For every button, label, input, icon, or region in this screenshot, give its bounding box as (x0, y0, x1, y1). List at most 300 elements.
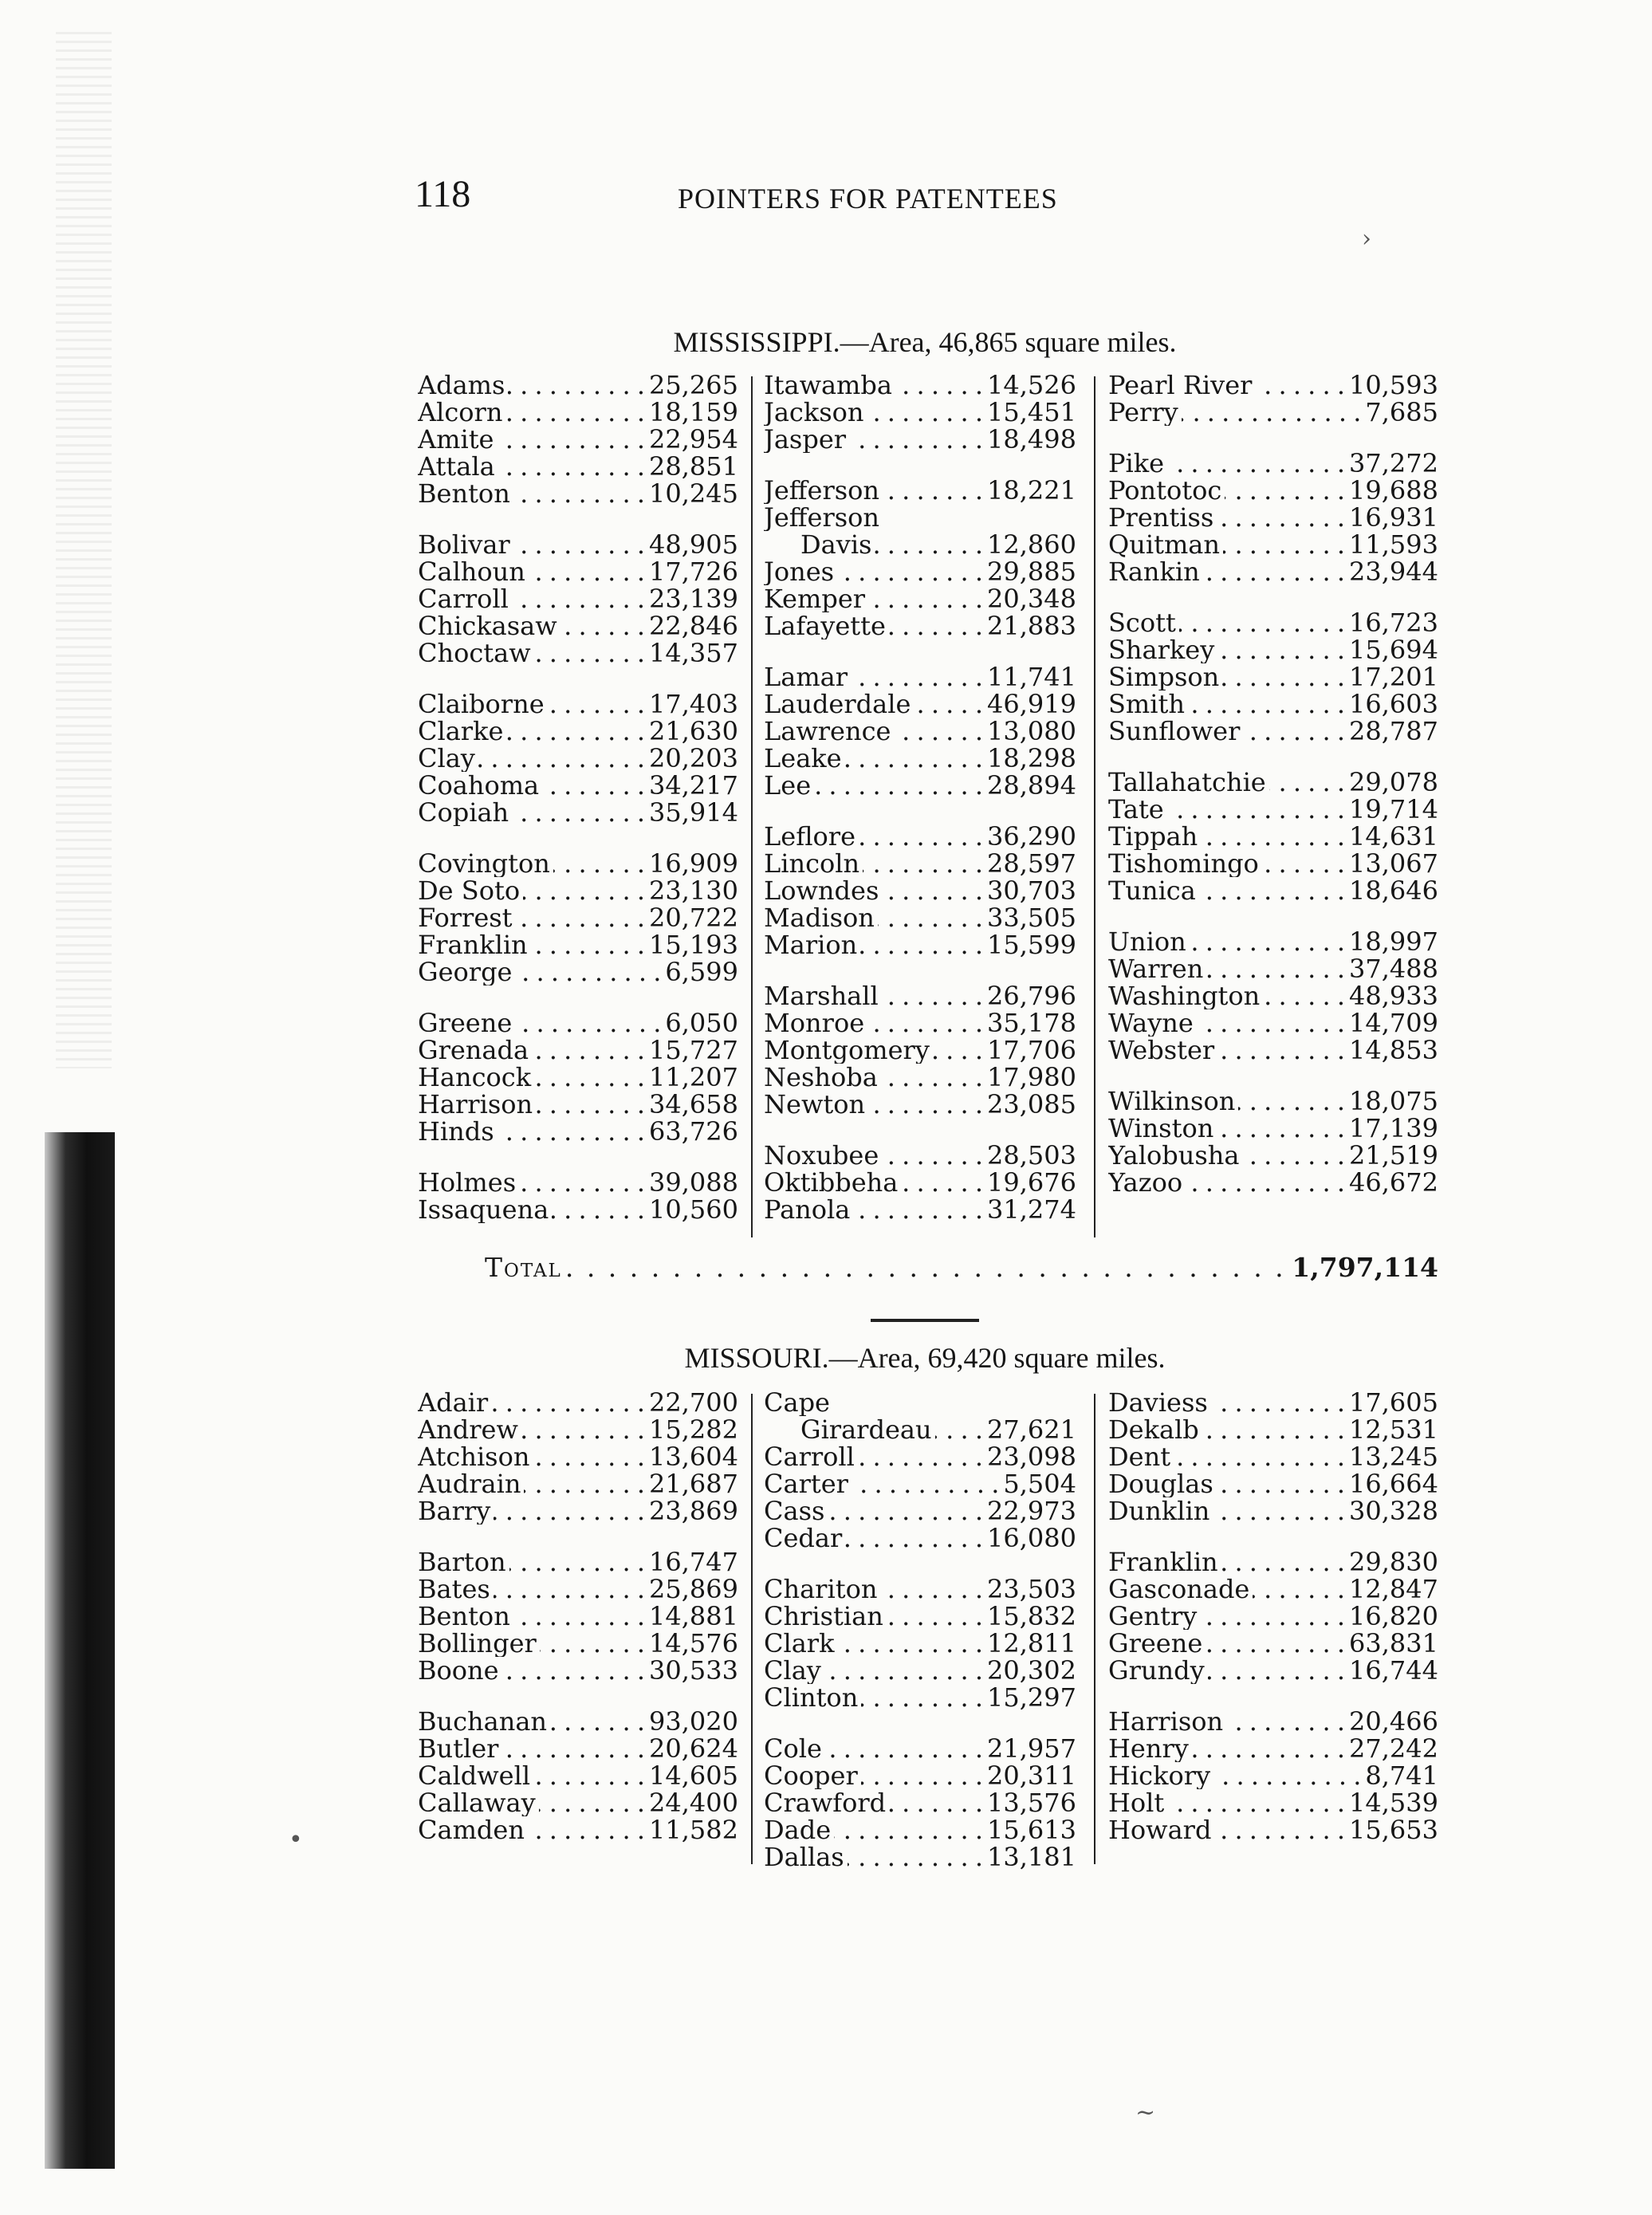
county-name: Carter (764, 1470, 848, 1497)
county-population: 10,560 (649, 1196, 738, 1223)
county-population: 18,221 (987, 477, 1076, 504)
county-population: 29,830 (1349, 1548, 1438, 1576)
leader-dots (521, 1416, 646, 1443)
leader-dots (1211, 1389, 1346, 1416)
county-population: 22,700 (649, 1389, 738, 1416)
county-population: 22,954 (649, 426, 738, 453)
scan-speck: › (1362, 225, 1371, 253)
leader-dots (1206, 955, 1346, 982)
leader-dots (502, 1735, 646, 1762)
county-row (764, 1142, 1076, 1169)
row-spacer (764, 1552, 1076, 1576)
leader-dots (863, 850, 984, 877)
county-name: Holt (1108, 1789, 1165, 1816)
county-name: Yalobusha (1108, 1142, 1240, 1169)
county-population: 28,597 (987, 850, 1076, 877)
leader-dots (935, 1416, 984, 1443)
county-row (1108, 1416, 1438, 1443)
county-row (1108, 372, 1438, 399)
county-row (418, 958, 738, 986)
leader-dots (513, 1603, 646, 1630)
county-population: 20,466 (1349, 1708, 1438, 1735)
leader-dots (882, 982, 984, 1009)
county-row (764, 1470, 1076, 1497)
county-population: 18,298 (987, 745, 1076, 772)
county-population: 33,505 (987, 904, 1076, 931)
county-name: Issaquena (418, 1196, 549, 1223)
county-row (1108, 477, 1438, 504)
county-name: Benton (418, 1603, 510, 1630)
leader-dots (1179, 609, 1346, 636)
county-population: 14,539 (1349, 1789, 1438, 1816)
county-population: 15,694 (1349, 636, 1438, 663)
leader-dots (878, 904, 984, 931)
leader-dots (849, 426, 984, 453)
mississippi-county-table (418, 372, 1438, 1236)
county-row (1108, 1548, 1438, 1576)
leader-dots (845, 1525, 984, 1552)
leader-dots (1242, 1142, 1346, 1169)
leader-dots (1200, 1603, 1346, 1630)
leader-dots (560, 612, 646, 639)
county-row (418, 799, 738, 826)
county-population: 21,630 (649, 718, 738, 745)
county-row (764, 1091, 1076, 1118)
leader-dots (1213, 1762, 1362, 1789)
county-name: Lauderdale (764, 690, 911, 718)
county-name: Girardeau (800, 1416, 932, 1443)
county-row (1108, 850, 1438, 877)
county-name: Barton (418, 1548, 506, 1576)
county-row (764, 1497, 1076, 1525)
leader-dots (1217, 636, 1346, 663)
county-name: Wayne (1108, 1009, 1194, 1037)
county-name: Pontotoc (1108, 477, 1222, 504)
county-name: Howard (1108, 1816, 1212, 1843)
county-population: 23,139 (649, 585, 738, 612)
county-population: 17,403 (649, 690, 738, 718)
county-population: 12,847 (1349, 1576, 1438, 1603)
county-row (1108, 1816, 1438, 1843)
leader-dots (494, 1576, 646, 1603)
county-name: Dunklin (1108, 1497, 1210, 1525)
county-population: 12,811 (987, 1630, 1076, 1657)
row-spacer (1108, 1064, 1438, 1088)
county-name: Tate (1108, 796, 1164, 823)
county-name: Itawamba (764, 372, 892, 399)
leader-dots (875, 531, 984, 558)
county-row (418, 426, 738, 453)
county-row (418, 1470, 738, 1497)
county-population: 18,997 (1349, 928, 1438, 955)
county-name: Greene (418, 1009, 513, 1037)
county-row (764, 1196, 1076, 1223)
county-name: Copiah (418, 799, 509, 826)
county-population: 21,957 (987, 1735, 1076, 1762)
county-row (418, 399, 738, 426)
row-spacer (418, 1684, 738, 1708)
leader-dots (845, 745, 984, 772)
leader-dots (1253, 1576, 1346, 1603)
leader-dots (553, 850, 646, 877)
county-row (418, 1630, 738, 1657)
leader-dots (882, 877, 984, 904)
leader-dots (848, 1843, 984, 1871)
county-population: 24,400 (649, 1789, 738, 1816)
county-population: 14,853 (1349, 1037, 1438, 1064)
county-row (1108, 823, 1438, 850)
county-name: Barry (418, 1497, 491, 1525)
leader-dots (513, 480, 646, 507)
leader-dots (498, 1118, 646, 1145)
county-name: Attala (418, 453, 495, 480)
county-name: Cass (764, 1497, 825, 1525)
county-population: 13,576 (987, 1789, 1076, 1816)
county-row (1108, 1735, 1438, 1762)
row-spacer (1108, 1525, 1438, 1548)
county-row (418, 1657, 738, 1684)
county-row (1108, 1389, 1438, 1416)
county-population: 14,881 (649, 1603, 738, 1630)
county-row (1108, 1443, 1438, 1470)
leader-dots (834, 1816, 984, 1843)
leader-dots (1238, 1088, 1346, 1115)
county-population: 23,869 (649, 1497, 738, 1525)
county-name: Jefferson (764, 504, 880, 531)
county-population: 19,676 (987, 1169, 1076, 1196)
county-name: De Soto (418, 877, 521, 904)
leader-dots (868, 585, 984, 612)
county-row (1108, 1169, 1438, 1196)
leader-dots (1255, 372, 1346, 399)
county-population: 16,820 (1349, 1603, 1438, 1630)
county-name: Gasconade (1108, 1576, 1250, 1603)
county-row (418, 1196, 738, 1223)
county-name: Quitman (1108, 531, 1220, 558)
county-population: 10,593 (1349, 372, 1438, 399)
county-population: 6,050 (665, 1009, 738, 1037)
county-row (1108, 609, 1438, 636)
leader-dots (859, 823, 984, 850)
county-row (764, 877, 1076, 904)
county-population: 13,245 (1349, 1443, 1438, 1470)
leader-dots (858, 1443, 984, 1470)
county-population: 93,020 (649, 1708, 738, 1735)
leader-dots (1201, 823, 1346, 850)
county-row (764, 426, 1076, 453)
county-row (418, 850, 738, 877)
leader-dots (1222, 663, 1346, 690)
page-number: 118 (415, 173, 471, 215)
county-row (418, 1064, 738, 1091)
scan-binding-shadow (45, 1132, 115, 2169)
leader-dots (523, 877, 646, 904)
county-row (1108, 1762, 1438, 1789)
county-row (1108, 796, 1438, 823)
county-row (1108, 928, 1438, 955)
county-name: Caldwell (418, 1762, 531, 1789)
leader-dots (1203, 558, 1346, 585)
county-population: 20,302 (987, 1657, 1076, 1684)
county-row (764, 904, 1076, 931)
county-row (1108, 663, 1438, 690)
county-row (1108, 877, 1438, 904)
county-name: Bates (418, 1576, 490, 1603)
county-row (418, 612, 738, 639)
row-spacer (764, 1711, 1076, 1735)
county-column (764, 372, 1076, 1223)
county-name: Boone (418, 1657, 499, 1684)
county-row (764, 585, 1076, 612)
county-name: Oktibbeha (764, 1169, 899, 1196)
county-name: Covington (418, 850, 550, 877)
county-population: 6,599 (665, 958, 738, 986)
county-population: 29,885 (987, 558, 1076, 585)
leader-dots (1217, 1115, 1346, 1142)
leader-dots (534, 1064, 646, 1091)
county-name: Dent (1108, 1443, 1171, 1470)
county-name: Washington (1108, 982, 1261, 1009)
county-row (764, 1064, 1076, 1091)
county-population: 35,178 (987, 1009, 1076, 1037)
row-spacer (418, 986, 738, 1009)
county-row (764, 1576, 1076, 1603)
leader-dots (524, 1470, 646, 1497)
county-population: 34,658 (649, 1091, 738, 1118)
county-row (418, 1708, 738, 1735)
county-population: 16,909 (649, 850, 738, 877)
county-row (1108, 1789, 1438, 1816)
county-population: 17,201 (1349, 663, 1438, 690)
county-row (418, 1389, 738, 1416)
county-row (1108, 1708, 1438, 1735)
county-row (418, 585, 738, 612)
county-population: 14,605 (649, 1762, 738, 1789)
county-name: Lawrence (764, 718, 891, 745)
leader-dots (861, 1684, 984, 1711)
county-name: Benton (418, 480, 510, 507)
county-name: Yazoo (1108, 1169, 1183, 1196)
leader-dots (497, 426, 646, 453)
county-name: Dekalb (1108, 1416, 1199, 1443)
county-name: Pearl River (1108, 372, 1253, 399)
leader-dots (881, 1064, 984, 1091)
row-spacer (418, 1525, 738, 1548)
leader-dots (519, 1169, 646, 1196)
county-name: Clay (418, 745, 475, 772)
county-population: 30,533 (649, 1657, 738, 1684)
county-name: Gentry (1108, 1603, 1198, 1630)
county-name: Tippah (1108, 823, 1198, 850)
county-row (764, 745, 1076, 772)
leader-dots (1167, 450, 1346, 477)
leader-dots (1226, 1708, 1346, 1735)
leader-dots (868, 1091, 984, 1118)
leader-dots (1217, 1037, 1346, 1064)
county-row (418, 1789, 738, 1816)
county-row (764, 850, 1076, 877)
county-row (1108, 399, 1438, 426)
county-row (1108, 504, 1438, 531)
leader-dots (1202, 1416, 1346, 1443)
column-rule (751, 376, 753, 1237)
county-name: Jones (764, 558, 835, 585)
page-header (415, 172, 1244, 220)
row-spacer (764, 958, 1076, 982)
county-name: Rankin (1108, 558, 1200, 585)
leader-dots (914, 690, 984, 718)
county-population: 5,504 (1003, 1470, 1076, 1497)
county-name: Calhoun (418, 558, 525, 585)
county-population: 17,139 (1349, 1115, 1438, 1142)
county-name: Jasper (764, 426, 847, 453)
leader-dots (861, 1762, 984, 1789)
county-row (764, 1843, 1076, 1871)
county-row (418, 1416, 738, 1443)
county-population: 15,297 (987, 1684, 1076, 1711)
county-row (764, 718, 1076, 745)
county-row (764, 531, 1076, 558)
county-name: Monroe (764, 1009, 865, 1037)
county-population: 16,664 (1349, 1470, 1438, 1497)
county-population: 13,067 (1349, 850, 1438, 877)
county-name: Henry (1108, 1735, 1189, 1762)
county-name: Newton (764, 1091, 866, 1118)
county-population: 14,631 (1349, 823, 1438, 850)
county-population: 14,357 (649, 639, 738, 667)
county-row (764, 1735, 1076, 1762)
county-population: 22,973 (987, 1497, 1076, 1525)
county-row (764, 1603, 1076, 1630)
county-name: Amite (418, 426, 494, 453)
county-name: Clarke (418, 718, 504, 745)
county-row (418, 1735, 738, 1762)
county-population: 13,604 (649, 1443, 738, 1470)
county-population: 20,624 (649, 1735, 738, 1762)
county-row (418, 877, 738, 904)
leader-dots (1208, 1657, 1346, 1684)
leader-dots (1243, 718, 1346, 745)
county-population: 20,311 (987, 1762, 1076, 1789)
county-name: Marion (764, 931, 858, 958)
county-population: 16,747 (649, 1548, 738, 1576)
leader-dots (1197, 1009, 1346, 1037)
county-name: Simpson (1108, 663, 1220, 690)
mississippi-total-row (485, 1252, 1438, 1284)
county-name: Webster (1108, 1037, 1215, 1064)
county-row (1108, 1470, 1438, 1497)
county-name: Grundy (1108, 1657, 1205, 1684)
leader-dots (933, 1037, 984, 1064)
county-name: Marshall (764, 982, 879, 1009)
leader-dots (1182, 399, 1363, 426)
county-name: Leflore (764, 823, 856, 850)
county-name: Lee (764, 772, 812, 799)
leader-dots (528, 1816, 646, 1843)
county-row (1108, 531, 1438, 558)
leader-dots (531, 931, 646, 958)
county-population: 20,722 (649, 904, 738, 931)
county-name: Cole (764, 1735, 822, 1762)
county-name: Grenada (418, 1037, 529, 1064)
leader-dots (828, 1497, 984, 1525)
county-row (418, 531, 738, 558)
county-row (764, 504, 1076, 531)
county-name: Christian (764, 1603, 883, 1630)
county-name: Leake (764, 745, 842, 772)
leader-dots (880, 1576, 984, 1603)
county-population: 21,687 (649, 1470, 738, 1497)
county-name: Chickasaw (418, 612, 557, 639)
leader-dots (1221, 1548, 1346, 1576)
county-name: Harrison (418, 1091, 533, 1118)
county-row (764, 772, 1076, 799)
row-spacer (764, 639, 1076, 663)
county-name: Hinds (418, 1118, 494, 1145)
county-name: Carroll (418, 585, 509, 612)
county-name: Union (1108, 928, 1186, 955)
county-population: 37,488 (1349, 955, 1438, 982)
leader-dots (1223, 531, 1346, 558)
column-rule (751, 1394, 753, 1864)
county-population: 14,709 (1349, 1009, 1438, 1037)
leader-dots (506, 718, 646, 745)
county-name: Lowndes (764, 877, 879, 904)
county-name: Prentiss (1108, 504, 1214, 531)
county-name: Jackson (764, 399, 864, 426)
county-name: Holmes (418, 1169, 517, 1196)
county-name: Perry (1108, 399, 1178, 426)
row-spacer (1108, 904, 1438, 928)
leader-dots (539, 1789, 646, 1816)
leader-dots (533, 1762, 646, 1789)
row-spacer (764, 453, 1076, 477)
row-spacer (1108, 745, 1438, 769)
leader-dots (853, 1196, 984, 1223)
county-name: Camden (418, 1816, 525, 1843)
county-row (764, 477, 1076, 504)
county-population: 15,653 (1349, 1816, 1438, 1843)
county-name: Andrew (418, 1416, 518, 1443)
county-population: 18,159 (649, 399, 738, 426)
county-row (1108, 1088, 1438, 1115)
leader-dots (1167, 1789, 1346, 1816)
scan-edge-specks (56, 32, 112, 1068)
leader-dots (562, 1252, 1284, 1284)
county-row (1108, 1603, 1438, 1630)
county-name: Warren (1108, 955, 1204, 982)
county-name: Claiborne (418, 690, 545, 718)
row-spacer (1108, 585, 1438, 609)
row-spacer (418, 507, 738, 531)
county-name: George (418, 958, 513, 986)
county-row (418, 745, 738, 772)
county-name: Adair (418, 1389, 489, 1416)
county-column (418, 372, 738, 1223)
county-population: 23,130 (649, 877, 738, 904)
scan-speck: ~ (1135, 2099, 1156, 2126)
leader-dots (882, 1142, 984, 1169)
county-row (418, 639, 738, 667)
leader-dots (1269, 769, 1346, 796)
county-name: Bolivar (418, 531, 510, 558)
county-row (418, 931, 738, 958)
county-row (418, 1009, 738, 1037)
county-row (418, 690, 738, 718)
leader-dots (502, 1657, 646, 1684)
county-name: Douglas (1108, 1470, 1213, 1497)
leader-dots (837, 558, 984, 585)
